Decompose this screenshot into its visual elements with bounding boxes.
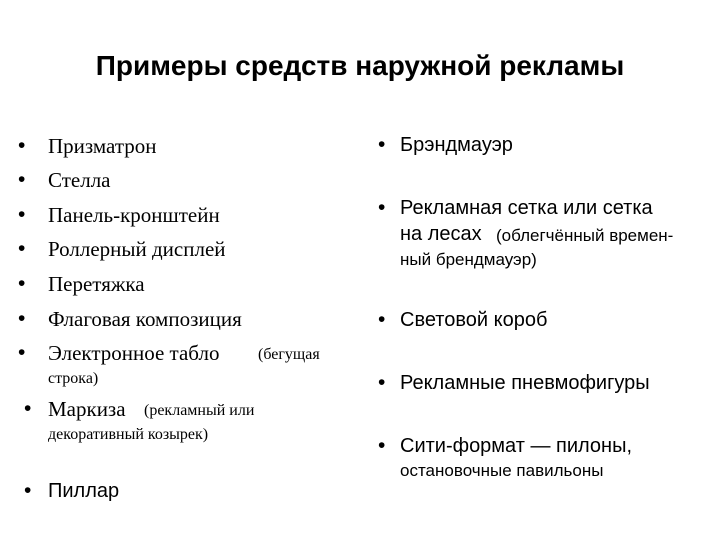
list-item-note-continued: строка)	[48, 370, 99, 387]
list-item: Брэндмауэр	[400, 134, 513, 156]
list-item-note-continued: ный брендмауэр)	[400, 250, 537, 269]
bullet: •	[18, 341, 26, 364]
list-item-note: (бегущая	[258, 346, 320, 363]
list-item-continued: на лесах	[400, 223, 482, 245]
bullet: •	[18, 168, 26, 191]
list-item: Панель-кронштейн	[48, 203, 220, 227]
bullet: •	[18, 203, 26, 226]
page-title: Примеры средств наружной рекламы	[95, 50, 625, 81]
bullet: •	[378, 196, 386, 219]
bullet: •	[24, 479, 32, 502]
bullet: •	[18, 237, 26, 260]
bullet: •	[378, 308, 386, 331]
list-item: Рекламная сетка или сетка	[400, 197, 653, 219]
list-item: Призматрон	[48, 134, 157, 158]
list-item: Рекламные пневмофигуры	[400, 372, 650, 394]
bullet: •	[378, 371, 386, 394]
list-item: Стелла	[48, 168, 111, 192]
bullet: •	[18, 307, 26, 330]
bullet: •	[18, 272, 26, 295]
list-item: Флаговая композиция	[48, 307, 242, 331]
list-item-note: (облегчённый времен-	[496, 226, 674, 245]
bullet: •	[378, 434, 386, 457]
bullet: •	[18, 134, 26, 157]
bullet: •	[24, 397, 32, 420]
list-item: Перетяжка	[48, 272, 145, 296]
list-item: Электронное табло	[48, 341, 220, 365]
list-item: Роллерный дисплей	[48, 237, 226, 261]
list-item: Сити-формат — пилоны,	[400, 435, 633, 457]
list-item-continued: остановочные павильоны	[400, 461, 604, 480]
list-item: Маркиза	[48, 397, 126, 421]
list-item-note: (рекламный или	[144, 402, 255, 419]
list-item: Пиллар	[48, 480, 120, 502]
list-item: Световой короб	[400, 309, 548, 331]
list-item-note-continued: декоративный козырек)	[48, 426, 209, 443]
bullet: •	[378, 133, 386, 156]
